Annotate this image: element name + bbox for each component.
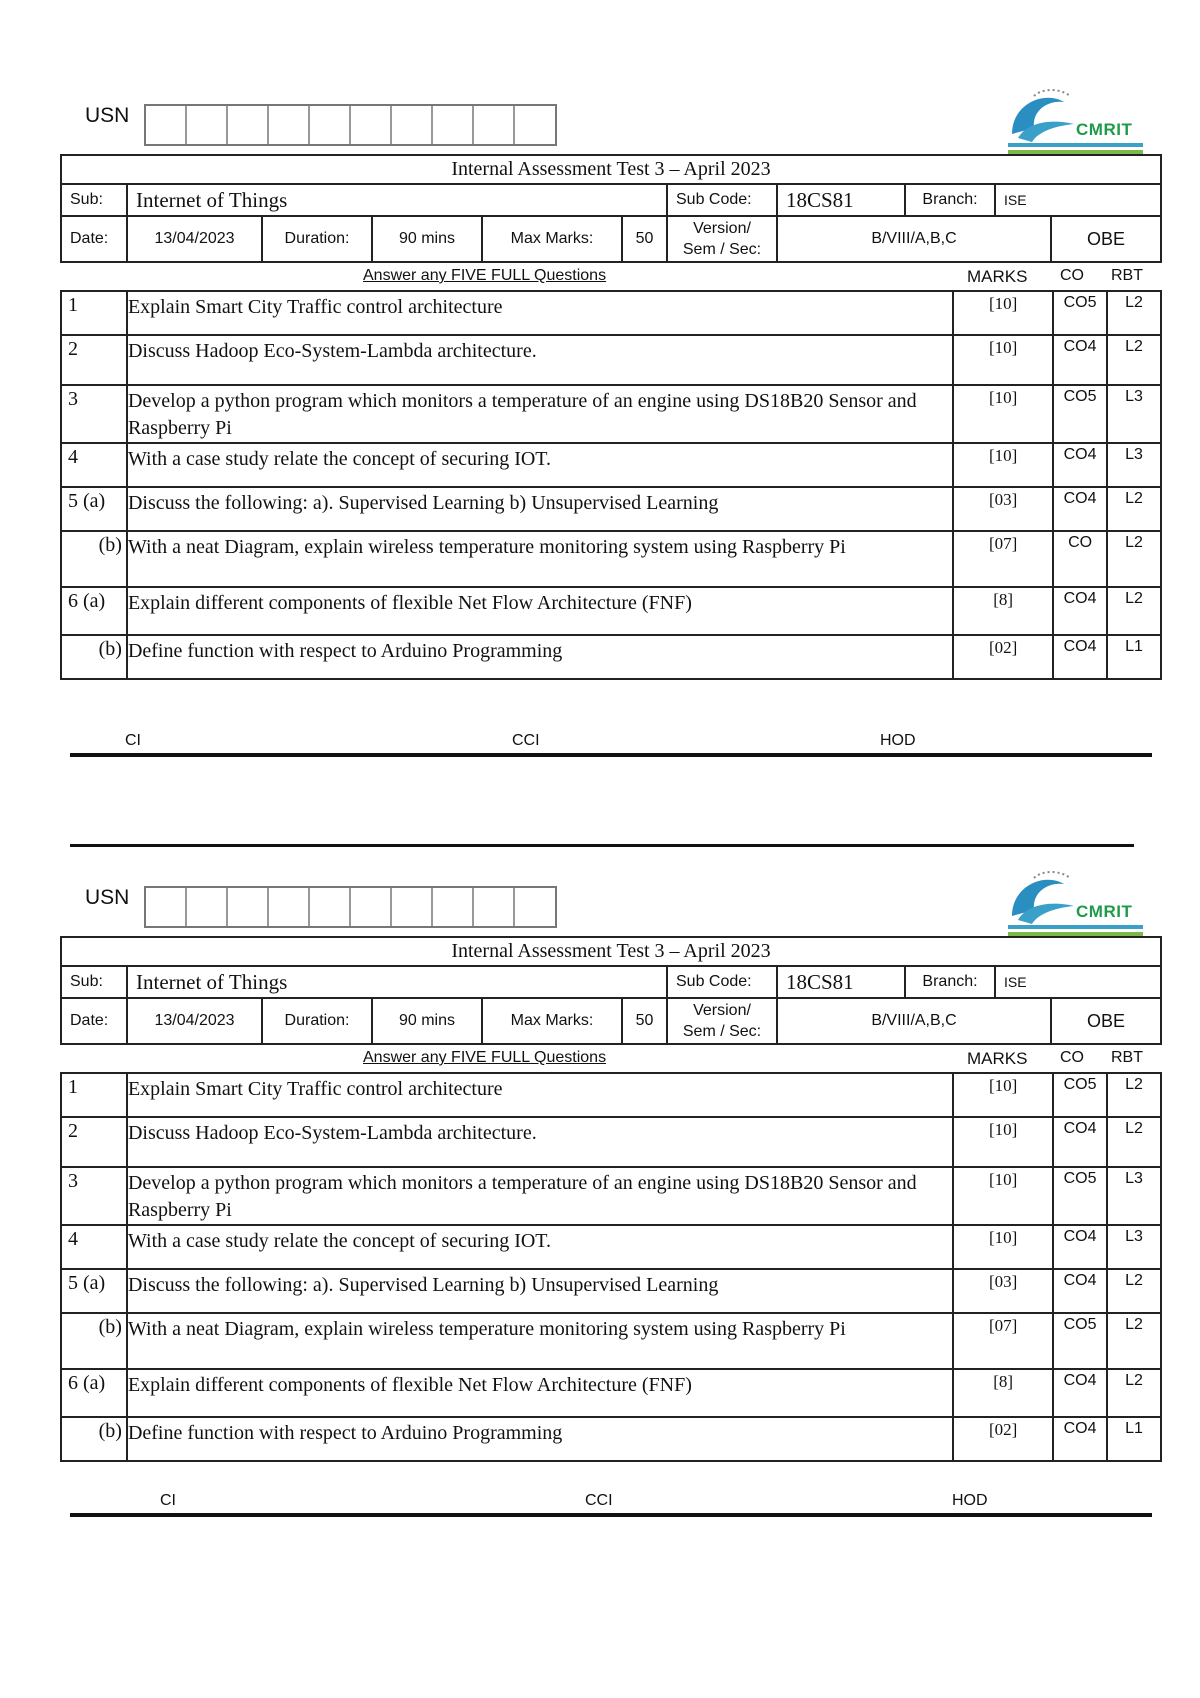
sub-code-label: Sub Code: <box>667 184 777 216</box>
question-co: CO4 <box>1053 587 1107 635</box>
date-label: Date: <box>61 998 127 1044</box>
logo-band <box>1008 143 1143 147</box>
question-co: CO4 <box>1053 443 1107 487</box>
branch-label: Branch: <box>905 966 995 998</box>
question-number: 5 (a) <box>61 1269 127 1313</box>
question-co: CO5 <box>1053 385 1107 443</box>
usn-box[interactable] <box>269 888 310 926</box>
duration-label: Duration: <box>262 998 372 1044</box>
max-marks-label: Max Marks: <box>482 216 622 262</box>
instructions: Answer any FIVE FULL Questions <box>363 1049 607 1066</box>
usn-label: USN <box>85 886 130 909</box>
usn-box[interactable] <box>269 106 310 144</box>
marks-header: MARKS <box>967 267 1028 286</box>
question-co: CO <box>1053 531 1107 587</box>
table-row <box>61 1369 1161 1417</box>
question-rbt: L3 <box>1107 385 1161 443</box>
date-value: 13/04/2023 <box>127 998 262 1044</box>
question-paper-2 <box>0 782 1200 1509</box>
usn-box[interactable] <box>351 888 392 926</box>
question-rbt: L2 <box>1107 291 1161 335</box>
sub-code-value: 18CS81 <box>777 966 905 998</box>
usn-box[interactable] <box>433 888 474 926</box>
cmrit-logo-icon <box>1000 862 1150 937</box>
usn-box[interactable] <box>351 106 392 144</box>
question-number: (b) <box>61 1417 127 1461</box>
question-text: Discuss the following: a). Supervised Learning b) Unsupervised Learning <box>127 1269 953 1313</box>
questions-table <box>60 290 1162 680</box>
question-marks: [07] <box>953 531 1053 587</box>
usn-box[interactable] <box>515 106 555 144</box>
exam-title: Internal Assessment Test 3 – April 2023 <box>61 937 1161 966</box>
table-row <box>61 1269 1161 1313</box>
question-text: Discuss Hadoop Eco-System-Lambda architecture. <box>127 335 953 385</box>
version-label-line1: Version/ <box>693 1002 751 1019</box>
question-number: 3 <box>61 385 127 443</box>
question-number: (b) <box>61 635 127 679</box>
co-header: CO <box>1060 267 1084 284</box>
usn-box[interactable] <box>187 106 228 144</box>
question-co: CO5 <box>1053 1167 1107 1225</box>
usn-input-boxes[interactable] <box>144 886 557 928</box>
signature-rule <box>70 1513 1152 1517</box>
marks-header: MARKS <box>967 1049 1028 1068</box>
sub-code-value: 18CS81 <box>777 184 905 216</box>
question-text: Discuss Hadoop Eco-System-Lambda architecture. <box>127 1117 953 1167</box>
question-marks: [10] <box>953 1073 1053 1117</box>
max-marks-value: 50 <box>622 998 667 1044</box>
table-row <box>61 1167 1161 1225</box>
question-marks: [8] <box>953 587 1053 635</box>
version-label-line2: Sem / Sec: <box>682 1023 762 1040</box>
usn-box[interactable] <box>474 888 515 926</box>
usn-input-boxes[interactable] <box>144 104 557 146</box>
question-number: 2 <box>61 1117 127 1167</box>
usn-box[interactable] <box>187 888 228 926</box>
question-rbt: L2 <box>1107 1117 1161 1167</box>
table-row <box>61 531 1161 587</box>
cmrit-logo-icon <box>1000 80 1150 155</box>
table-row <box>61 1073 1161 1117</box>
question-rbt: L2 <box>1107 587 1161 635</box>
question-marks: [10] <box>953 1225 1053 1269</box>
usn-box[interactable] <box>515 888 555 926</box>
question-marks: [10] <box>953 385 1053 443</box>
swan-logo-icon <box>1004 866 1084 928</box>
question-rbt: L2 <box>1107 335 1161 385</box>
table-row <box>61 291 1161 335</box>
question-rbt: L2 <box>1107 531 1161 587</box>
instructions: Answer any FIVE FULL Questions <box>363 267 607 284</box>
max-marks-label: Max Marks: <box>482 998 622 1044</box>
question-rbt: L1 <box>1107 1417 1161 1461</box>
co-header: CO <box>1060 1049 1084 1066</box>
question-number: 6 (a) <box>61 587 127 635</box>
question-number: (b) <box>61 1313 127 1369</box>
question-rbt: L3 <box>1107 443 1161 487</box>
question-text: With a neat Diagram, explain wireless temperature monitoring system using Raspberry Pi <box>127 531 953 587</box>
swan-logo-icon <box>1004 84 1084 146</box>
usn-box[interactable] <box>146 106 187 144</box>
question-marks: [03] <box>953 487 1053 531</box>
question-co: CO4 <box>1053 1269 1107 1313</box>
table-row <box>61 1313 1161 1369</box>
sub-value: Internet of Things <box>127 184 667 216</box>
question-marks: [10] <box>953 1167 1053 1225</box>
question-marks: [8] <box>953 1369 1053 1417</box>
duration-value: 90 mins <box>372 998 482 1044</box>
question-marks: [07] <box>953 1313 1053 1369</box>
sub-label: Sub: <box>61 966 127 998</box>
branch-value: ISE <box>995 966 1161 998</box>
question-text: Explain Smart City Traffic control architecture <box>127 1073 953 1117</box>
question-co: CO4 <box>1053 487 1107 531</box>
question-co: CO4 <box>1053 1225 1107 1269</box>
table-row <box>61 635 1161 679</box>
logo-text: CMRIT <box>1076 120 1133 139</box>
question-text: Explain Smart City Traffic control architecture <box>127 291 953 335</box>
question-number: (b) <box>61 531 127 587</box>
question-text: Explain different components of flexible Net Flow Architecture (FNF) <box>127 587 953 635</box>
exam-title: Internal Assessment Test 3 – April 2023 <box>61 155 1161 184</box>
question-text: Develop a python program which monitors a temperature of an engine using DS18B20 Sensor and Raspberry Pi <box>127 385 953 443</box>
question-marks: [10] <box>953 291 1053 335</box>
duration-value: 90 mins <box>372 216 482 262</box>
version-value: B/VIII/A,B,C <box>777 216 1051 262</box>
question-co: CO4 <box>1053 635 1107 679</box>
rbt-header: RBT <box>1111 1049 1143 1066</box>
question-text: Explain different components of flexible Net Flow Architecture (FNF) <box>127 1369 953 1417</box>
question-rbt: L3 <box>1107 1225 1161 1269</box>
date-value: 13/04/2023 <box>127 216 262 262</box>
question-text: With a case study relate the concept of securing IOT. <box>127 443 953 487</box>
question-number: 3 <box>61 1167 127 1225</box>
table-row <box>61 443 1161 487</box>
question-text: Define function with respect to Arduino Programming <box>127 1417 953 1461</box>
exam-header-table <box>60 154 1162 263</box>
table-row <box>61 335 1161 385</box>
question-marks: [10] <box>953 443 1053 487</box>
usn-box[interactable] <box>310 106 351 144</box>
table-row <box>61 587 1161 635</box>
question-number: 4 <box>61 1225 127 1269</box>
question-rbt: L2 <box>1107 487 1161 531</box>
table-row <box>61 1417 1161 1461</box>
table-row <box>61 487 1161 531</box>
instructions-row <box>60 264 1162 290</box>
question-number: 4 <box>61 443 127 487</box>
branch-label: Branch: <box>905 184 995 216</box>
question-co: CO5 <box>1053 1313 1107 1369</box>
question-text: Discuss the following: a). Supervised Learning b) Unsupervised Learning <box>127 487 953 531</box>
duration-label: Duration: <box>262 216 372 262</box>
question-number: 5 (a) <box>61 487 127 531</box>
question-rbt: L2 <box>1107 1269 1161 1313</box>
question-number: 1 <box>61 1073 127 1117</box>
usn-box[interactable] <box>474 106 515 144</box>
question-co: CO5 <box>1053 1073 1107 1117</box>
question-co: CO4 <box>1053 1117 1107 1167</box>
question-text: With a case study relate the concept of securing IOT. <box>127 1225 953 1269</box>
usn-box[interactable] <box>146 888 187 926</box>
obe-label: OBE <box>1051 216 1161 262</box>
table-row <box>61 1117 1161 1167</box>
date-label: Date: <box>61 216 127 262</box>
question-marks: [02] <box>953 635 1053 679</box>
question-marks: [10] <box>953 1117 1053 1167</box>
question-number: 6 (a) <box>61 1369 127 1417</box>
question-text: Define function with respect to Arduino Programming <box>127 635 953 679</box>
question-marks: [02] <box>953 1417 1053 1461</box>
version-label-line2: Sem / Sec: <box>682 241 762 258</box>
question-text: Develop a python program which monitors a temperature of an engine using DS18B20 Sensor and Raspberry Pi <box>127 1167 953 1225</box>
instructions-row <box>60 1046 1162 1072</box>
question-co: CO4 <box>1053 335 1107 385</box>
signature-ci: CI <box>160 1492 176 1509</box>
sub-label: Sub: <box>61 184 127 216</box>
question-number: 1 <box>61 291 127 335</box>
max-marks-value: 50 <box>622 216 667 262</box>
question-marks: [10] <box>953 335 1053 385</box>
version-label <box>667 216 777 262</box>
version-label <box>667 998 777 1044</box>
usn-label: USN <box>85 104 130 127</box>
question-rbt: L2 <box>1107 1369 1161 1417</box>
logo-text: CMRIT <box>1076 902 1133 921</box>
signature-rule <box>70 753 1152 757</box>
question-rbt: L2 <box>1107 1073 1161 1117</box>
logo-band <box>1008 925 1143 929</box>
table-row <box>61 385 1161 443</box>
signature-ci: CI <box>125 732 141 749</box>
question-number: 2 <box>61 335 127 385</box>
usn-box[interactable] <box>392 106 433 144</box>
obe-label: OBE <box>1051 998 1161 1044</box>
branch-value: ISE <box>995 184 1161 216</box>
question-marks: [03] <box>953 1269 1053 1313</box>
question-co: CO5 <box>1053 291 1107 335</box>
usn-box[interactable] <box>228 106 269 144</box>
version-label-line1: Version/ <box>693 220 751 237</box>
version-value: B/VIII/A,B,C <box>777 998 1051 1044</box>
signature-hod: HOD <box>880 732 916 749</box>
question-co: CO4 <box>1053 1369 1107 1417</box>
signature-hod: HOD <box>952 1492 988 1509</box>
table-row <box>61 1225 1161 1269</box>
question-paper-1 <box>0 0 1200 749</box>
question-rbt: L3 <box>1107 1167 1161 1225</box>
sub-value: Internet of Things <box>127 966 667 998</box>
usn-box[interactable] <box>392 888 433 926</box>
question-rbt: L2 <box>1107 1313 1161 1369</box>
question-text: With a neat Diagram, explain wireless temperature monitoring system using Raspberry Pi <box>127 1313 953 1369</box>
usn-box[interactable] <box>310 888 351 926</box>
question-co: CO4 <box>1053 1417 1107 1461</box>
exam-header-table <box>60 936 1162 1045</box>
usn-box[interactable] <box>433 106 474 144</box>
rbt-header: RBT <box>1111 267 1143 284</box>
signature-cci: CCI <box>512 732 540 749</box>
questions-table <box>60 1072 1162 1462</box>
signature-cci: CCI <box>585 1492 613 1509</box>
usn-box[interactable] <box>228 888 269 926</box>
question-rbt: L1 <box>1107 635 1161 679</box>
sub-code-label: Sub Code: <box>667 966 777 998</box>
